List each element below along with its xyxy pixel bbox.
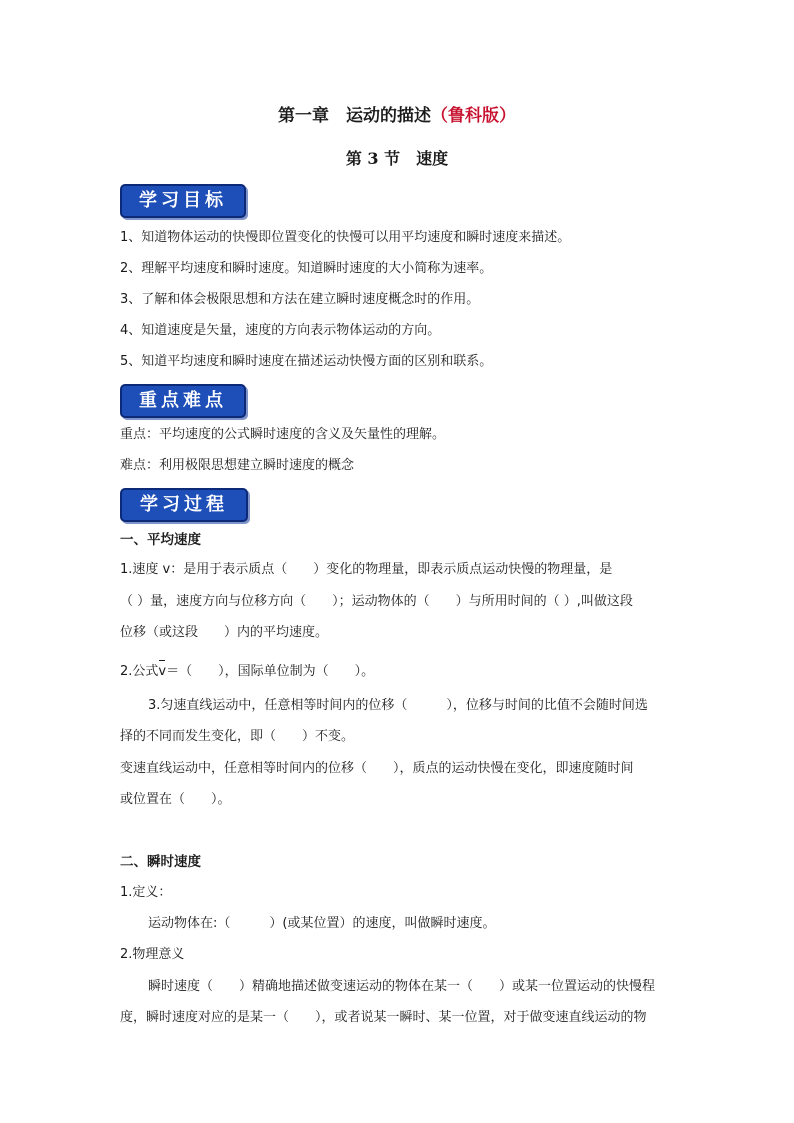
chapter-title-main: 第一章 运动的描述 xyxy=(278,106,431,126)
velocity-line-1: 1.速度 v：是用于表示质点（ ）变化的物理量，即表示质点运动快慢的物理量，是 xyxy=(120,562,613,577)
focus-text: 重点：平均速度的公式瞬时速度的含义及矢量性的理解。 xyxy=(120,427,446,442)
uniform-motion-line-2: 择的不同而发生变化，即（ ）不变。 xyxy=(120,729,355,744)
goal-item-5: 5、知道平均速度和瞬时速度在描述运动快慢方面的区别和联系。 xyxy=(120,354,493,369)
edition-label: （鲁科版） xyxy=(431,106,516,126)
goal-item-1: 1、知道物体运动的快慢即位置变化的快慢可以用平均速度和瞬时速度来描述。 xyxy=(120,230,571,245)
velocity-line-3: 位移（或这段 ）内的平均速度。 xyxy=(120,625,329,640)
goal-item-4: 4、知道速度是矢量，速度的方向表示物体运动的方向。 xyxy=(120,323,441,338)
velocity-line-2: （ ）量，速度方向与位移方向（ ）；运动物体的（ ）与所用时间的（ ）,叫做这段 xyxy=(120,594,633,609)
uniform-motion-line-1: 3.匀速直线运动中，任意相等时间内的位移（ ），位移与时间的比值不会随时间选 xyxy=(148,698,648,713)
definition-text: 运动物体在:（ ）(或某位置）的速度，叫做瞬时速度。 xyxy=(148,916,496,931)
average-velocity-symbol: v xyxy=(158,662,166,682)
formula-line xyxy=(120,662,680,682)
formula-suffix: ＝（ ），国际单位制为（ ）。 xyxy=(166,664,375,679)
learning-goals-banner: 学习目标 xyxy=(120,184,246,218)
meaning-line-1: 瞬时速度（ ）精确地描述做变速运动的物体在某一（ ）或某一位置运动的快慢程 xyxy=(148,979,656,994)
formula-prefix: 2.公式 xyxy=(120,664,159,679)
meaning-line-2: 度，瞬时速度对应的是某一（ ），或者说某一瞬时、某一位置，对于做变速直线运动的物 xyxy=(120,1010,647,1025)
definition-label: 1.定义： xyxy=(120,885,172,900)
section-title: 第 3 节 速度 xyxy=(345,149,449,168)
chapter-title xyxy=(0,104,794,128)
key-difficulty-banner: 重点难点 xyxy=(120,384,246,418)
section2-heading: 二、瞬时速度 xyxy=(120,854,201,870)
learning-process-banner: 学习过程 xyxy=(120,488,248,522)
goal-item-2: 2、理解平均速度和瞬时速度。知道瞬时速度的大小简称为速率。 xyxy=(120,261,493,276)
variable-motion-line-2: 或位置在（ ）。 xyxy=(120,792,231,807)
variable-motion-line-1: 变速直线运动中，任意相等时间内的位移（ ），质点的运动快慢在变化，即速度随时间 xyxy=(120,761,634,776)
goal-item-3: 3、了解和体会极限思想和方法在建立瞬时速度概念时的作用。 xyxy=(120,292,480,307)
difficulty-text: 难点：利用极限思想建立瞬时速度的概念 xyxy=(120,458,355,473)
section1-heading: 一、平均速度 xyxy=(120,532,201,548)
meaning-label: 2.物理意义 xyxy=(120,947,185,962)
